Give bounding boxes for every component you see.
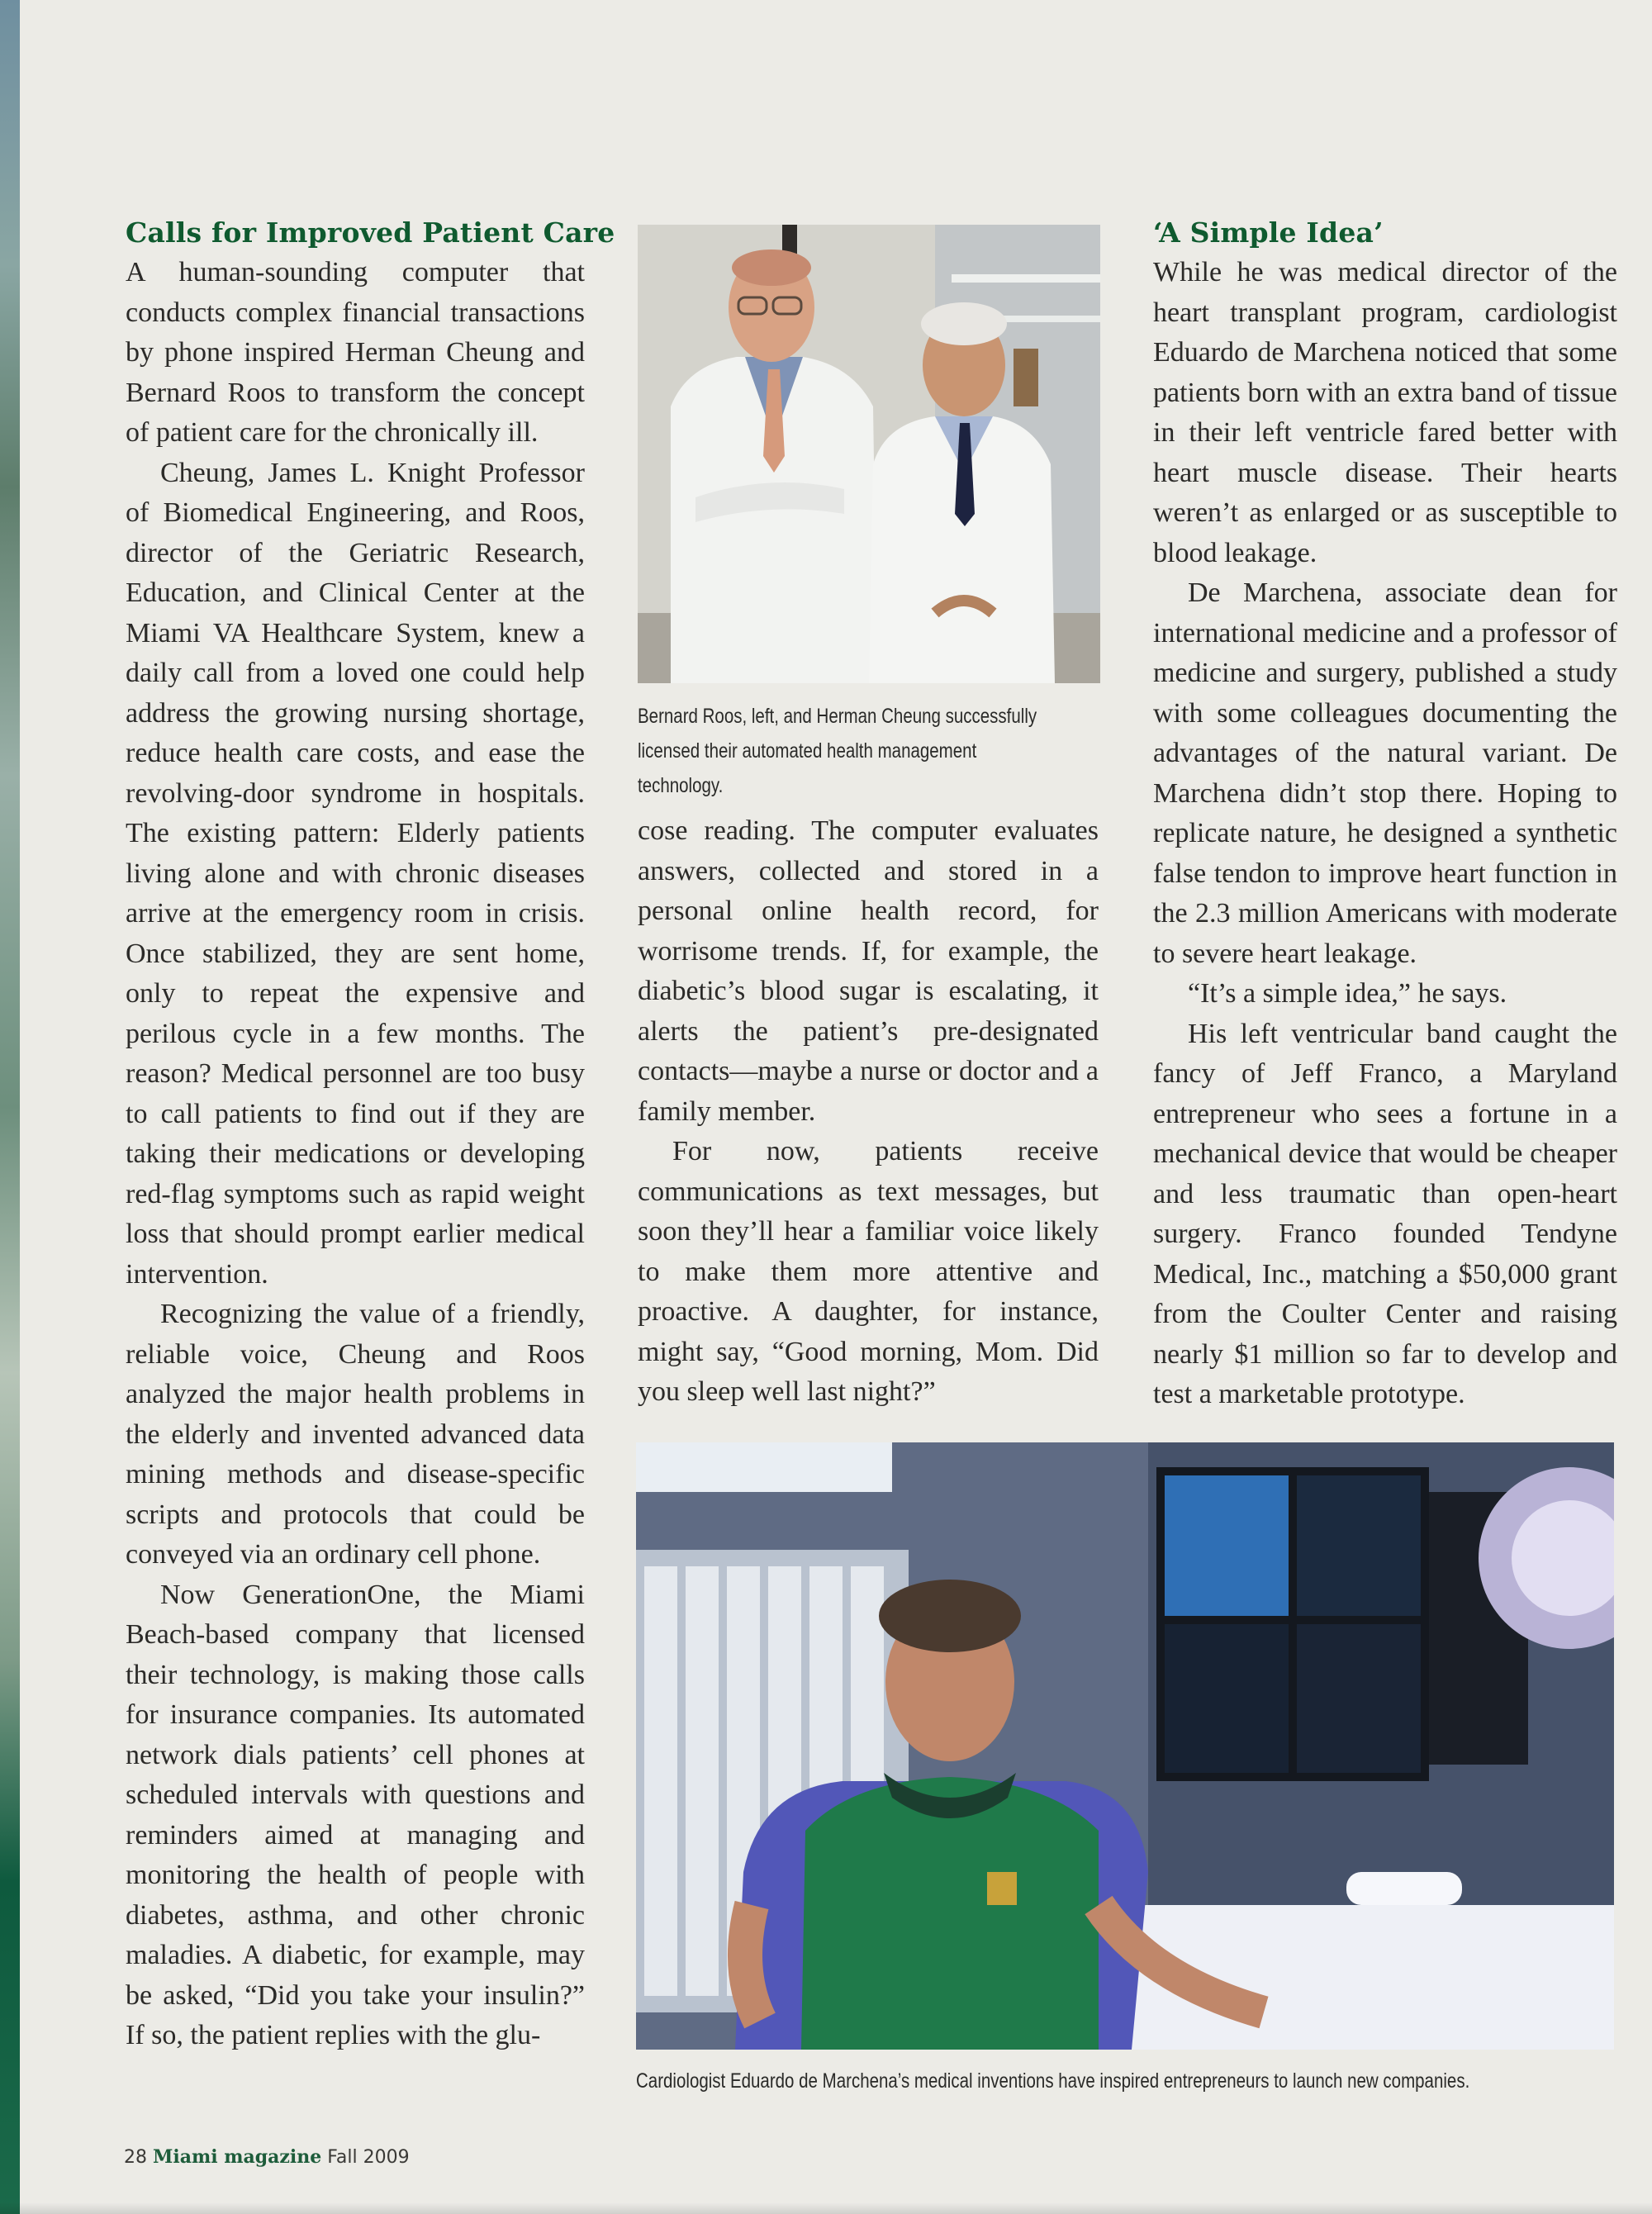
page-number: 28 [124, 2147, 147, 2168]
paragraph: A human-sounding computer that conducts complex financial transactions by phone inspired Herman Cheung and Bernard Roos to transform the concept of patient care for the chronically ill. [126, 257, 585, 448]
article-column-3 [1153, 253, 1617, 1415]
page-footer [124, 2146, 410, 2168]
paragraph: For now, patients receive communications as text messages, but soon they’ll hear a familiar voice likely to make them more attentive and proactive. A daughter, for instance, might say, “Good morning, Mom. Did you sleep well last night?” [638, 1136, 1099, 1407]
paragraph: His left ventricular band caught the fancy of Jeff Franco, a Maryland entrepreneur who sees a fortune in a mechanical device that would be cheaper and less traumatic than open-heart surgery. Franco founded Tendyne Medical, Inc., matching a $50,000 grant from the Coulter Center and raising nearly $1 million so far to develop and test a marketable prototype. [1153, 1018, 1617, 1409]
photo-de-marchena [636, 1442, 1614, 2050]
adjacent-page-edge [0, 0, 20, 2214]
paragraph: “It’s a simple idea,” he says. [1188, 978, 1507, 1009]
magazine-name: Miami magazine [153, 2146, 322, 2168]
paragraph: Recognizing the value of a friendly, reliable voice, Cheung and Roos analyzed the major health problems in the elderly and invented advanced data mining methods and disease-specific scripts and protocols that could be conveyed via an ordinary cell phone. [126, 1299, 585, 1570]
page-bottom-shadow [0, 2202, 1652, 2214]
photo-caption-roos-cheung: Bernard Roos, left, and Herman Cheung successfully licensed their automated health management technology. [638, 705, 1037, 797]
article-column-2 [638, 811, 1099, 1413]
photo-de-marchena-illustration [636, 1442, 1614, 2050]
article-column-1 [126, 253, 585, 2056]
section-heading-calls: Calls for Improved Patient Care [126, 216, 615, 249]
paragraph: Now GenerationOne, the Miami Beach-based company that licensed their technology, is making those calls for insurance companies. Its automated network dials patients’ cell phones at scheduled intervals with questions and reminders aimed at managing and monitoring the health of people with diabetes, asthma, and other chronic maladies. A diabetic, for example, may be asked, “Did you take your insulin?” If so, the patient replies with the glu- [126, 1579, 585, 2050]
photo-roos-cheung [638, 225, 1100, 683]
section-heading-simple-idea: ‘A Simple Idea’ [1153, 216, 1384, 249]
photo-roos-cheung-illustration [638, 225, 1100, 683]
paragraph: cose reading. The computer evaluates answers, collected and stored in a personal online health record, for worrisome trends. If, for example, the diabetic’s blood sugar is escalating, it alerts the patient’s pre-designated contacts—maybe a nurse or doctor and a family member. [638, 815, 1099, 1127]
issue-date: Fall 2009 [327, 2147, 410, 2168]
paragraph: De Marchena, associate dean for international medicine and a professor of medicine and surgery, published a study with some colleagues documenting the advantages of the natural variant. De Marchena didn’t stop there. Hoping to replicate nature, he designed a synthetic false tendon to improve heart function in the 2.3 million Americans with moderate to severe heart leakage. [1153, 577, 1617, 969]
paragraph: While he was medical director of the heart transplant program, cardiologist Eduardo de Marchena noticed that some patients born with an extra band of tissue in their left ventricle fared better with heart muscle disease. Their hearts weren’t as enlarged or as susceptible to blood leakage. [1153, 257, 1617, 568]
paragraph: Cheung, James L. Knight Professor of Biomedical Engineering, and Roos, director of the Geriatric Research, Education, and Clinical Center at the Miami VA Healthcare System, knew a daily call from a loved one could help address the growing nursing shortage, reduce health care costs, and ease the revolving-door syndrome in hospitals. The existing pattern: Elderly patients living alone and with chronic diseases arrive at the emergency room in crisis. Once stabilized, they are sent home, only to repeat the expensive and perilous cycle in a few months. The reason? Medical personnel are too busy to call patients to find out if they are taking their medications or developing red-flag symptoms such as rapid weight loss that should prompt earlier medical intervention. [126, 457, 585, 1290]
photo-caption-de-marchena: Cardiologist Eduardo de Marchena’s medical inventions have inspired entrepreneurs to launch new companies. [636, 2069, 1470, 2093]
